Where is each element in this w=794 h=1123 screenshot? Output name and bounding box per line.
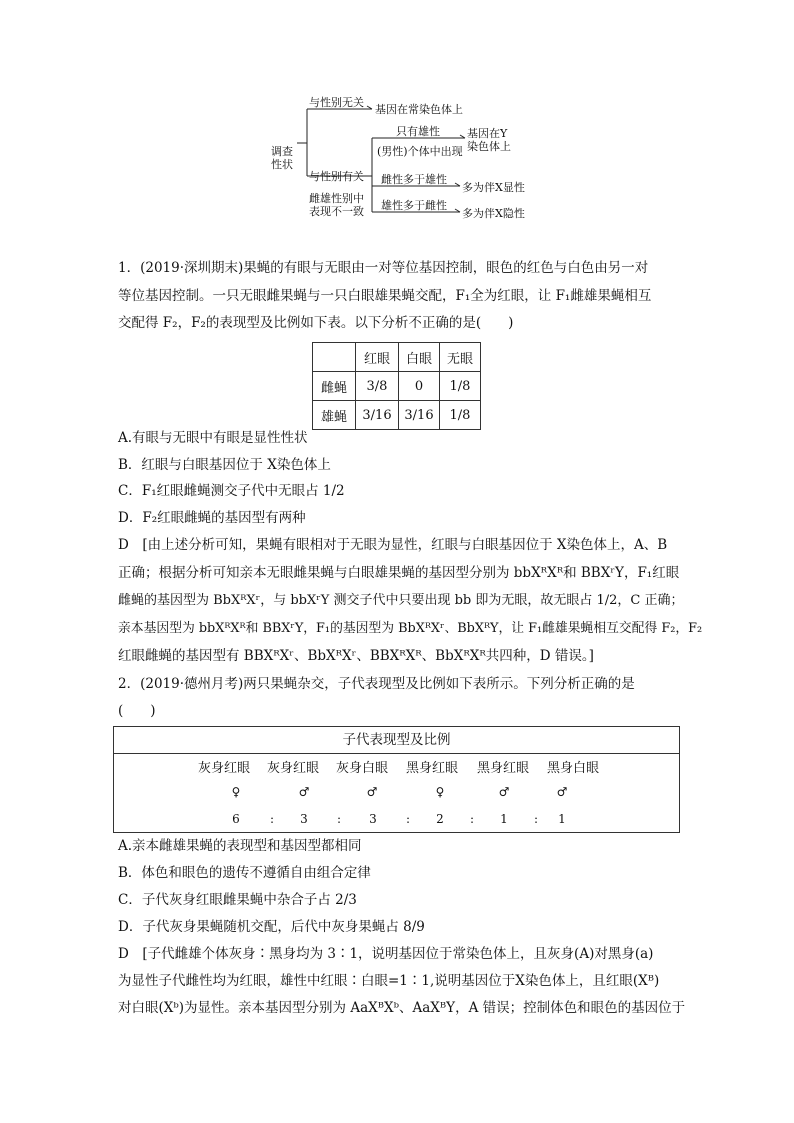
q2-option-a: A.亲本雌雄果蝇的表现型和基因型都相同 xyxy=(118,838,362,854)
ratio-value: 1 xyxy=(500,812,508,826)
q1-answer-line5: 红眼雌蝇的基因型有 BBXᴿXʳ、BbXᴿXʳ、BBXᴿXᴿ、BbXᴿXᴿ共四种，D 错误。] xyxy=(118,648,594,664)
ratio-separator: : xyxy=(269,812,275,826)
q1-stem-line1: 1．(2019·深圳期末)果蝇的有眼与无眼由一对等位基因控制，眼色的红色与白色由另一对 xyxy=(118,260,649,276)
diagram-root: 调查 性状 xyxy=(271,145,293,171)
table-cell: 黑身红眼 xyxy=(476,761,529,776)
ratio-separator: : xyxy=(405,812,411,826)
q2-answer-line1: D [子代雌雄个体灰身∶黑身均为 3∶1，说明基因位于常染色体上，且灰身(A)对黑身(a) xyxy=(118,946,654,962)
diagram-result-x-dominant: 多为伴X显性 xyxy=(462,181,525,194)
table-row xyxy=(313,343,481,372)
female-symbol-icon: ♀ xyxy=(231,785,241,799)
table-cell xyxy=(313,343,356,372)
table-header: 无眼 xyxy=(440,343,481,372)
q1-option-a: A.有眼与无眼中有眼是显性性状 xyxy=(118,430,308,446)
ratio-value: 3 xyxy=(300,812,308,826)
diagram-male-more: 雄性多于雌性 xyxy=(381,199,447,212)
q2-table-title: 子代表现型及比例 xyxy=(114,727,679,754)
table-cell: 雌蝇 xyxy=(313,372,356,401)
q1-option-d: D．F₂红眼雌蝇的基因型有两种 xyxy=(118,510,306,526)
diagram-male-individual: (男性)个体中出现 xyxy=(377,145,463,158)
ratio-separator: : xyxy=(336,812,342,826)
table-header: 白眼 xyxy=(399,343,440,372)
q1-answer-line3: 雌蝇的基因型为 BbXᴿXʳ，与 bbXʳY 测交子代中只要出现 bb 即为无眼，故无眼占 1/2，C 正确； xyxy=(118,593,684,608)
diagram-result-autosome: 基因在常染色体上 xyxy=(375,103,463,116)
q1-answer-line1: D [由上述分析可知，果蝇有眼相对于无眼为显性，红眼与白眼基因位于 X染色体上，A、B xyxy=(118,537,668,553)
q1-table xyxy=(312,342,481,430)
female-symbol-icon: ♀ xyxy=(435,785,445,799)
table-cell: 黑身白眼 xyxy=(546,761,599,776)
q1-answer-line4: 亲本基因型为 bbXᴿXᴿ和 BBXʳY，F₁的基因型为 BbXᴿXʳ、BbXᴿY，让 F₁雌雄果蝇相互交配得 F₂，F₂ xyxy=(118,621,703,636)
table-cell: 雄蝇 xyxy=(313,401,356,430)
q2-option-c: C．子代灰身红眼雌果蝇中杂合子占 2/3 xyxy=(118,892,357,908)
diagram-female-more: 雌性多于雄性 xyxy=(381,173,447,186)
diagram-result-y: 基因在Y 染色体上 xyxy=(467,127,511,153)
ratio-value: 6 xyxy=(232,812,240,826)
table-cell: 灰身红眼 xyxy=(266,761,319,776)
ratio-value: 3 xyxy=(369,812,377,826)
table-row xyxy=(313,401,481,430)
table-cell: 1/8 xyxy=(440,401,481,430)
male-symbol-icon: ♂ xyxy=(498,785,510,799)
ratio-separator: : xyxy=(533,812,539,826)
table-cell: 1/8 xyxy=(440,372,481,401)
diagram-branch-related: 与性别有关 xyxy=(309,170,364,183)
male-symbol-icon: ♂ xyxy=(298,785,310,799)
table-cell: 黑身红眼 xyxy=(405,761,458,776)
q1-option-c: C．F₁红眼雌蝇测交子代中无眼占 1/2 xyxy=(118,483,345,499)
table-cell: 灰身红眼 xyxy=(197,761,250,776)
table-header: 红眼 xyxy=(356,343,399,372)
table-cell: 灰身白眼 xyxy=(335,761,388,776)
q2-option-d: D．子代灰身果蝇随机交配，后代中灰身果蝇占 8/9 xyxy=(118,919,425,935)
diagram-only-male: 只有雄性 xyxy=(396,125,440,138)
table-cell: 3/16 xyxy=(399,401,440,430)
q1-stem-line2: 等位基因控制。一只无眼雌果蝇与一只白眼雄果蝇交配，F₁全为红眼，让 F₁雌雄果蝇相互 xyxy=(118,288,652,304)
q2-stem-line2: ( ) xyxy=(118,703,156,719)
male-symbol-icon: ♂ xyxy=(366,785,378,799)
table-cell: 3/16 xyxy=(356,401,399,430)
table-cell: 0 xyxy=(399,372,440,401)
table-row xyxy=(313,372,481,401)
q2-option-b: B．体色和眼色的遗传不遵循自由组合定律 xyxy=(118,865,371,881)
q2-answer-line2: 为显性子代雌性均为红眼，雄性中红眼∶白眼=1∶1,说明基因位于X染色体上，且红眼(Xᴮ) xyxy=(118,973,660,989)
diagram-sex-diff: 雌雄性别中 表现不一致 xyxy=(309,192,364,218)
ratio-value: 1 xyxy=(558,812,566,826)
q1-option-b: B．红眼与白眼基因位于 X染色体上 xyxy=(118,457,331,473)
diagram-branch-unrelated: 与性别无关 xyxy=(309,96,364,109)
ratio-value: 2 xyxy=(436,812,444,826)
ratio-separator: : xyxy=(469,812,475,826)
table-cell: 3/8 xyxy=(356,372,399,401)
q1-stem-line3: 交配得 F₂，F₂的表现型及比例如下表。以下分析不正确的是( ) xyxy=(118,315,514,331)
male-symbol-icon: ♂ xyxy=(556,785,568,799)
q1-answer-line2: 正确；根据分析可知亲本无眼雌果蝇与白眼雄果蝇的基因型分别为 bbXᴿXᴿ和 BBXʳY，F₁红眼 xyxy=(118,565,680,581)
diagram-result-x-recessive: 多为伴X隐性 xyxy=(462,207,525,220)
q2-answer-line3: 对白眼(Xᵇ)为显性。亲本基因型分别为 AaXᴮXᵇ、AaXᴮY，A 错误；控制体色和眼色的基因位于 xyxy=(118,1000,686,1016)
q2-table xyxy=(113,726,680,833)
q2-stem-line1: 2．(2019·德州月考)两只果蝇杂交，子代表现型及比例如下表所示。下列分析正确的是 xyxy=(118,676,635,692)
